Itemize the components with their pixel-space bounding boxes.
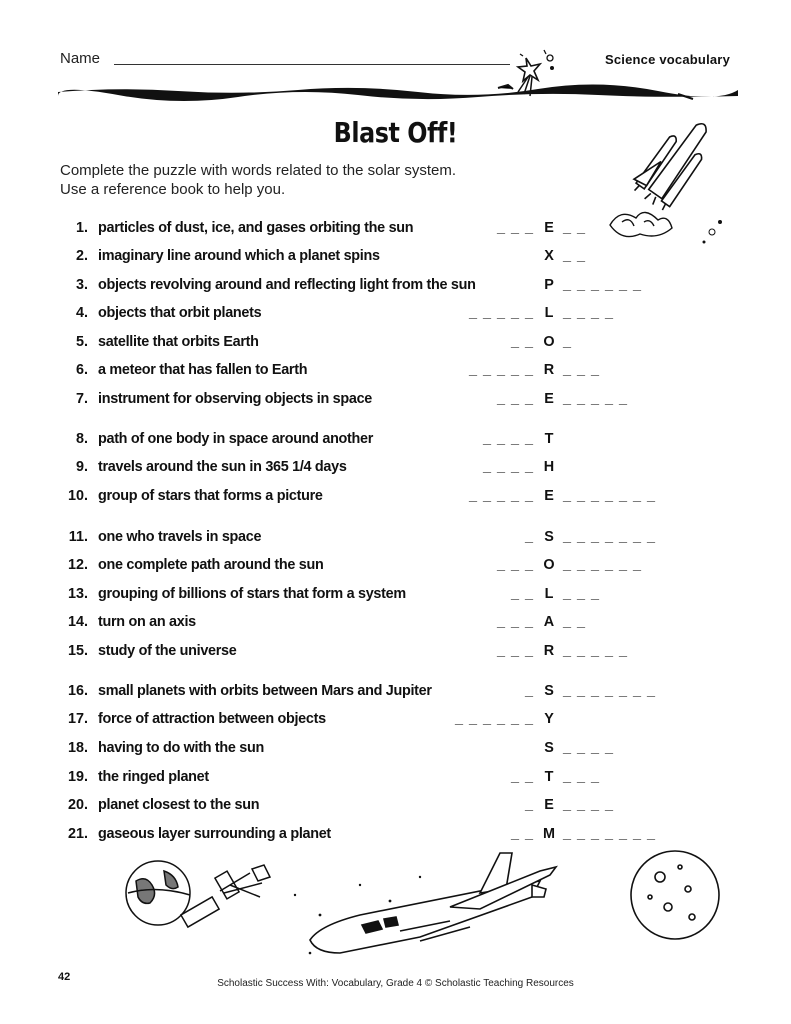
answer-blanks-after[interactable]: _ _ _ _ _ _ — [563, 557, 643, 573]
answer-blanks-after[interactable]: _ _ _ _ _ — [563, 391, 629, 407]
question-number: 1. — [75, 220, 88, 236]
question-number: 19. — [67, 769, 88, 785]
question-row — [0, 711, 791, 737]
question-clue: instrument for observing objects in space — [98, 391, 372, 407]
question-row — [0, 431, 791, 457]
question-row — [0, 643, 791, 669]
question-row — [0, 277, 791, 303]
answer-key-letter: H — [543, 459, 555, 475]
answer-key-letter: O — [543, 334, 555, 350]
answer-key-letter: R — [543, 362, 555, 378]
answer-key-letter: T — [544, 431, 554, 447]
answer-key-letter: A — [543, 614, 555, 630]
header-divider — [58, 82, 738, 102]
answer-key-letter: E — [544, 391, 554, 407]
answer-key-letter: X — [544, 248, 554, 264]
answer-blanks-before[interactable]: _ — [524, 683, 534, 699]
question-number: 8. — [75, 431, 88, 447]
question-clue: path of one body in space around another — [98, 431, 374, 447]
question-clue: study of the universe — [98, 643, 237, 659]
answer-blanks-before[interactable]: _ _ _ _ _ — [468, 362, 534, 378]
question-number: 14. — [67, 614, 88, 630]
question-row — [0, 459, 791, 485]
answer-key-letter: S — [544, 683, 554, 699]
question-number: 16. — [67, 683, 88, 699]
question-number: 13. — [67, 586, 88, 602]
answer-key-letter: L — [544, 305, 554, 321]
question-number: 15. — [67, 643, 88, 659]
category-label: Science vocabulary — [605, 52, 730, 67]
answer-blanks-after[interactable]: _ _ — [563, 220, 587, 236]
answer-key-letter: M — [543, 826, 555, 842]
answer-blanks-after[interactable]: _ _ _ _ — [563, 740, 615, 756]
answer-blanks-after[interactable]: _ _ _ — [563, 362, 601, 378]
answer-key-letter: E — [544, 797, 554, 813]
answer-blanks-before[interactable]: _ _ _ — [496, 557, 534, 573]
answer-key-letter: Y — [544, 711, 554, 727]
question-number: 3. — [75, 277, 88, 293]
question-clue: small planets with orbits between Mars and Jupiter — [98, 683, 432, 699]
question-number: 10. — [67, 488, 88, 504]
question-number: 5. — [75, 334, 88, 350]
answer-blanks-after[interactable]: _ _ _ _ _ _ _ — [563, 529, 657, 545]
question-clue: objects revolving around and reflecting light from the sun — [98, 277, 476, 293]
answer-key-letter: O — [543, 557, 555, 573]
answer-key-letter: E — [544, 488, 554, 504]
question-number: 20. — [67, 797, 88, 813]
answer-key-letter: E — [544, 220, 554, 236]
answer-key-letter: S — [544, 740, 554, 756]
question-row — [0, 740, 791, 766]
question-row — [0, 797, 791, 823]
question-clue: the ringed planet — [98, 769, 209, 785]
answer-blanks-before[interactable]: _ _ _ _ — [482, 459, 534, 475]
question-row — [0, 614, 791, 640]
question-row — [0, 248, 791, 274]
question-row — [0, 683, 791, 709]
question-clue: satellite that orbits Earth — [98, 334, 259, 350]
footer-credit: Scholastic Success With: Vocabulary, Grade 4 © Scholastic Teaching Resources — [217, 978, 574, 989]
question-number: 9. — [75, 459, 88, 475]
question-number: 11. — [68, 529, 88, 545]
question-clue: one who travels in space — [98, 529, 262, 545]
answer-blanks-before[interactable]: _ _ — [510, 769, 534, 785]
question-row — [0, 334, 791, 360]
answer-key-letter: T — [544, 769, 554, 785]
question-clue: objects that orbit planets — [98, 305, 262, 321]
answer-blanks-before[interactable]: _ _ _ _ _ — [468, 488, 534, 504]
answer-blanks-after[interactable]: _ _ — [563, 248, 587, 264]
question-row — [0, 557, 791, 583]
space-scene-illustration — [120, 845, 720, 970]
answer-blanks-before[interactable]: _ _ _ _ — [482, 431, 534, 447]
instruction-line-2: Use a reference book to help you. — [60, 181, 286, 198]
page-title: Blast Off! — [333, 116, 458, 149]
name-label: Name — [60, 50, 101, 67]
answer-blanks-before[interactable]: _ _ _ — [496, 643, 534, 659]
question-row — [0, 586, 791, 612]
question-row — [0, 769, 791, 795]
question-clue: gaseous layer surrounding a planet — [98, 826, 331, 842]
answer-blanks-before[interactable]: _ _ _ — [496, 220, 534, 236]
question-number: 18. — [67, 740, 88, 756]
answer-blanks-after[interactable]: _ _ — [563, 614, 587, 630]
answer-blanks-before[interactable]: _ _ — [510, 586, 534, 602]
answer-blanks-before[interactable]: _ _ _ _ _ _ — [454, 711, 534, 727]
question-clue: one complete path around the sun — [98, 557, 324, 573]
answer-key-letter: R — [543, 643, 555, 659]
question-clue: turn on an axis — [98, 614, 196, 630]
answer-blanks-before[interactable]: _ _ _ — [496, 391, 534, 407]
answer-blanks-after[interactable]: _ _ _ _ _ — [563, 643, 629, 659]
question-row — [0, 391, 791, 417]
question-row — [0, 305, 791, 331]
answer-key-letter: S — [544, 529, 554, 545]
question-clue: force of attraction between objects — [98, 711, 326, 727]
answer-blanks-after[interactable]: _ _ _ _ — [563, 797, 615, 813]
answer-blanks-after[interactable]: _ _ _ _ _ _ _ — [563, 488, 657, 504]
question-clue: grouping of billions of stars that form a system — [98, 586, 406, 602]
answer-blanks-before[interactable]: _ — [524, 797, 534, 813]
question-clue: travels around the sun in 365 1/4 days — [98, 459, 347, 475]
question-row — [0, 362, 791, 388]
answer-blanks-after[interactable]: _ — [563, 334, 573, 350]
question-row — [0, 488, 791, 514]
answer-key-letter: L — [544, 586, 554, 602]
answer-blanks-before[interactable]: _ _ _ _ _ — [468, 305, 534, 321]
answer-blanks-before[interactable]: _ _ — [510, 334, 534, 350]
question-number: 21. — [67, 826, 88, 842]
answer-blanks-after[interactable]: _ _ _ _ _ _ _ — [563, 683, 657, 699]
question-clue: particles of dust, ice, and gases orbiting the sun — [98, 220, 414, 236]
question-number: 17. — [67, 711, 88, 727]
answer-blanks-after[interactable]: _ _ _ — [563, 586, 601, 602]
page-number: 42 — [58, 971, 71, 983]
question-row — [0, 220, 791, 246]
question-clue: group of stars that forms a picture — [98, 488, 323, 504]
question-row — [0, 529, 791, 555]
answer-blanks-before[interactable]: _ — [524, 529, 534, 545]
answer-blanks-before[interactable]: _ _ _ — [496, 614, 534, 630]
question-clue: imaginary line around which a planet spins — [98, 248, 380, 264]
question-number: 7. — [75, 391, 88, 407]
instruction-line-1: Complete the puzzle with words related to the solar system. — [60, 162, 457, 179]
answer-blanks-after[interactable]: _ _ _ _ — [563, 305, 615, 321]
question-clue: a meteor that has fallen to Earth — [98, 362, 308, 378]
answer-blanks-before[interactable]: _ _ — [510, 826, 534, 842]
question-clue: having to do with the sun — [98, 740, 264, 756]
name-line — [114, 64, 510, 65]
answer-blanks-after[interactable]: _ _ _ _ _ _ _ — [563, 826, 657, 842]
question-number: 12. — [67, 557, 88, 573]
answer-blanks-after[interactable]: _ _ _ _ _ _ — [563, 277, 643, 293]
question-clue: planet closest to the sun — [98, 797, 260, 813]
answer-key-letter: P — [544, 277, 554, 293]
question-number: 4. — [75, 305, 88, 321]
answer-blanks-after[interactable]: _ _ _ — [563, 769, 601, 785]
question-number: 2. — [75, 248, 88, 264]
question-number: 6. — [75, 362, 88, 378]
